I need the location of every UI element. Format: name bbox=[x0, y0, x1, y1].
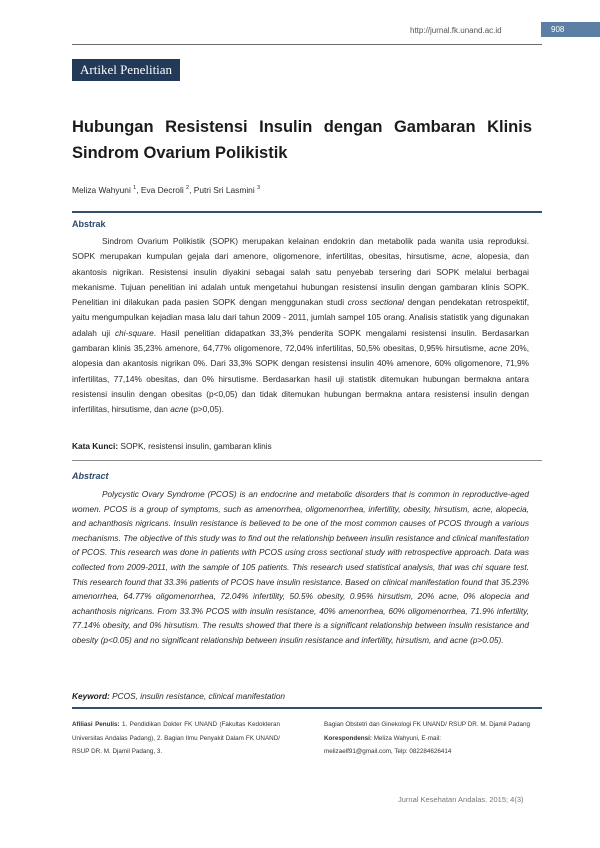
abstrak-text-run: Sindrom Ovarium Polikistik (SOPK) merupakan kelainan endokrin dan metabolik pada wanita usia reproduksi. SOPK merupakan kumpulan gejala dari amenore, oligomenore, infertilitas, obesitas, hirsutisme, bbox=[72, 236, 529, 262]
author-affiliation-marker: 3 bbox=[257, 185, 261, 192]
title-line-2: Sindrom Ovarium Polikistik bbox=[72, 144, 288, 162]
abstrak-text-run: dengan pendekatan retrospektif, yaitu mengumpulkan kejadian masa lalu dari tahun 2009 - 2011, jumlah sampel 105 orang. Analisis statistik yang digunakan adalah uji bbox=[72, 297, 529, 338]
affiliation-continued: Bagian Obstetri dan Ginekologi FK UNAND/ RSUP DR. M. Djamil Padang bbox=[324, 721, 531, 728]
abstrak-italic-term: chi-square bbox=[114, 327, 154, 338]
journal-citation: Jurnal Kesehatan Andalas. 2015; 4(3) bbox=[398, 795, 524, 804]
abstrak-body bbox=[72, 234, 529, 418]
author-affiliation-marker: 1 bbox=[133, 185, 137, 192]
abstrak-italic-term: acne bbox=[170, 404, 189, 415]
abstrak-text-run: . Hasil penelitian didapatkan 33,3% penderita SOPK mengalami resistensi insulin. Berdasarkan gambaran klinis 35,23% amenore, 64,77% oligomenore, 72,04% infertilitas, 50,5% obesitas, 0,95% hirsutisme, bbox=[72, 327, 529, 354]
abstract-divider bbox=[72, 460, 542, 461]
affiliation-right bbox=[324, 718, 534, 759]
affiliation-text: 1. Pendidikan Dokter FK UNAND (Fakultas Kedokteran Universitas Andalas Padang), 2. Bagian Ilmu Penyakit Dalam FK UNAND/ RSUP DR. M. Djamil Padang, 3. bbox=[72, 721, 280, 755]
abstract-heading: Abstract bbox=[72, 471, 109, 481]
contact-line: melizaelf91@gmail.com, Telp: 082284626414 bbox=[324, 748, 452, 755]
abstrak-italic-term: acne bbox=[489, 343, 508, 354]
author-name: Meliza Wahyuni bbox=[72, 185, 131, 195]
correspondence-label: Korespondensi: bbox=[324, 734, 372, 742]
journal-url: http://jurnal.fk.unand.ac.id bbox=[410, 26, 502, 35]
affiliation-label: Afiliasi Penulis: bbox=[72, 721, 120, 728]
abstract-top-rule bbox=[72, 211, 542, 213]
abstrak-italic-term: acne bbox=[451, 251, 470, 262]
abstrak-text-run: (p>0,05). bbox=[188, 404, 224, 415]
header-rule bbox=[72, 44, 542, 45]
abstrak-text-run: 20%, alopesia dan akantosis nigrikan 0%. Dari 33,3% SOPK dengan resistensi insulin 40% amenore, 60% oligomenore, 71,9% infertilitas, 77,14% obesitas, dan 0% hirsutisme. Berdasarkan hasil uji statistik ditemukan hubungan bermakna antara resistensi insulin dengan obesitas (p<0,05) dan tidak ditemukan hubungan bermakna antara resistensi insulin dengan infertilitas, hirsutisme, dan bbox=[72, 343, 529, 415]
correspondence-text: Meliza Wahyuni, E-mail: bbox=[373, 734, 441, 742]
abstrak-text bbox=[72, 236, 529, 414]
author-name: Eva Decroli bbox=[140, 185, 184, 195]
author-affiliation-marker: 2 bbox=[186, 185, 190, 192]
abstrak-italic-term: cross sectional bbox=[347, 297, 404, 308]
author-name: Putri Sri Lasmini bbox=[193, 185, 255, 195]
affiliation-left bbox=[72, 718, 280, 759]
abstrak-heading: Abstrak bbox=[72, 219, 106, 229]
abstrak-text-run: , alopesia, dan akantosis nigrikan. Resistensi insulin diyakini sebagai salah satu penyebab tersering dari SOPK melalui berbagai mekanisme. Tujuan penelitian ini adalah untuk mengetahui hubungan resistensi insulin dengan gambaran klinis SOPK. Penelitian ini dilakukan pada pasien SOPK dengan menggunakan studi bbox=[72, 251, 529, 308]
affiliation-rule bbox=[72, 707, 542, 709]
keyword-text: PCOS, insulin resistance, clinical manifestation bbox=[112, 691, 286, 701]
page-number: 908 bbox=[541, 22, 600, 37]
abstract-body bbox=[72, 487, 529, 648]
keyword-line bbox=[72, 691, 285, 701]
keywords-text: SOPK, resistensi insulin, gambaran klinis bbox=[120, 441, 272, 451]
title-line-1: Hubungan Resistensi Insulin dengan Gambaran Klinis bbox=[72, 118, 532, 136]
article-type-label: Artikel Penelitian bbox=[72, 59, 180, 81]
article-title bbox=[72, 114, 532, 166]
correspondence-line bbox=[324, 732, 534, 746]
abstract-text: Polycystic Ovary Syndrome (PCOS) is an endocrine and metabolic disorders that is common in reproductive-aged women. PCOS is a group of symptoms, such as amenorrhea, oligomenorrhea, infertility, obesity, hirsutism, acne, alopecia, and achanthosis nigricans. Insulin resistance is believed to be one of the most common causes of PCOS through a various mechanisms. The objective of this study was to find out the relationship between insulin resistance and clinical manifestation of PCOS. This research was done in patients with PCOS using cross sectional study with retrospective approach. Data was collected from 2009-2011, with the sample of 105 patients. This research used statistical analysis, that was chi square test. This research found that 33.3% patients of PCOS have insulin resistance. Based on clinical manifestation found that 35.23% amenorrhea, 64.77% oligomenorrhea, 72.04% infertility, 50.5% obesity, 0.95% hirsutism, 20% acne, 0% alopecia and achanthosis nigricans. From 33.3% PCOS with insulin resistance, 40% amenorrhea, 60% oligomenorrhea, 71.9% infertility, 77.14% obesity, and 0% hirsutism. The results showed that there is a significant relationship between insulin resistance and obesity (p<0.05) and no significant relationship between insulin resistance and infertility, hirsutism, and acne (p>0.05). bbox=[72, 489, 529, 645]
author-list: Meliza Wahyuni $^1$, Eva Decroli $^2$, Putri Sri Lasmini $^3$ bbox=[72, 185, 261, 195]
keywords-label: Kata Kunci: bbox=[72, 441, 119, 451]
kata-kunci bbox=[72, 441, 272, 451]
keyword-label: Keyword: bbox=[72, 691, 110, 701]
